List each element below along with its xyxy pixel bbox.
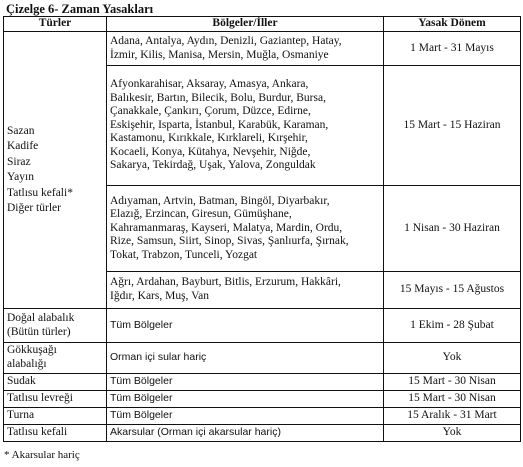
species-name: Kadife [7,140,39,152]
table-title: Çizelge 6- Zaman Yasakları [6,2,154,16]
table-row [4,309,521,343]
period-cell: 1 Ekim - 28 Şubat [384,309,521,343]
regions-cell: Tüm Bölgeler [107,408,384,425]
species-cell: Turna [4,408,107,425]
species-name: Sazan [7,124,35,137]
table-row [4,408,521,425]
fishing-ban-table [3,16,521,442]
regions-cell: Ağrı, Ardahan, Bayburt, Bitlis, Erzurum, Hakkâri, Iğdır, Kars, Muş, Van [107,272,384,309]
species-name: Siraz [7,155,31,168]
species-cell: Tatlısu kefali [4,425,107,442]
species-cell: Doğal alabalık (Bütün türler) [4,309,107,343]
species-cell: Gökkuşağı alabalığı [4,343,107,374]
period-cell: 15 Mart - 15 Haziran [384,66,521,186]
period-cell: 15 Mart - 30 Nisan [384,374,521,391]
species-name: Tatlısu kefali* [7,186,73,199]
table-row [4,391,521,408]
header-species: Türler [4,17,107,32]
header-period: Yasak Dönem [384,17,521,32]
regions-cell: Afyonkarahisar, Aksaray, Amasya, Ankara, Balıkesir, Bartın, Bilecik, Bolu, Burdur, Bursa, Çanakkale, Çankırı, Çorum, Düzce, Edirne, Eskişehir, Isparta, İstanbul, Karabük, Karaman, Kastamonu, Kırıkkale, Kırklareli, Kırşehir, Kocaeli, Konya, Kütahya, Nevşehir, Niğde, Sakarya, Tekirdağ, Uşak, Yalova, Zonguldak [107,66,384,186]
period-cell: 15 Mayıs - 15 Ağustos [384,272,521,309]
regions-cell: Tüm Bölgeler [107,309,384,343]
species-group-cell [4,32,107,309]
species-name: Diğer türler [7,202,61,214]
regions-cell: Orman içi sular hariç [107,343,384,374]
period-cell: 15 Mart - 30 Nisan [384,391,521,408]
table-row [4,374,521,391]
species-cell: Sudak [4,374,107,391]
header-regions: Bölgeler/İller [107,17,384,32]
regions-cell: Adana, Antalya, Aydın, Denizli, Gaziantep, Hatay, İzmir, Kilis, Manisa, Mersin, Muğla, Osmaniye [107,32,384,66]
table-row [4,343,521,374]
period-cell: 15 Aralık - 31 Mart [384,408,521,425]
table-row [4,425,521,442]
regions-cell: Tüm Bölgeler [107,391,384,408]
table-row [4,32,521,66]
species-name: Yayın [7,171,34,183]
regions-cell: Akarsular (Orman içi akarsular hariç) [107,425,384,442]
regions-cell: Tüm Bölgeler [107,374,384,391]
species-cell: Tatlısu levreği [4,391,107,408]
period-cell: Yok [384,343,521,374]
period-cell: 1 Nisan - 30 Haziran [384,186,521,272]
regions-cell: Adıyaman, Artvin, Batman, Bingöl, Diyarbakır, Elazığ, Erzincan, Giresun, Gümüşhane, Kahramanmaraş, Kayseri, Malatya, Mardin, Ordu, Rize, Samsun, Siirt, Sinop, Sivas, Şanlıurfa, Şırnak, Tokat, Trabzon, Tunceli, Yozgat [107,186,384,272]
period-cell: Yok [384,425,521,442]
header-row [4,17,521,32]
footnote: * Akarsular hariç [4,449,80,461]
period-cell: 1 Mart - 31 Mayıs [384,32,521,66]
